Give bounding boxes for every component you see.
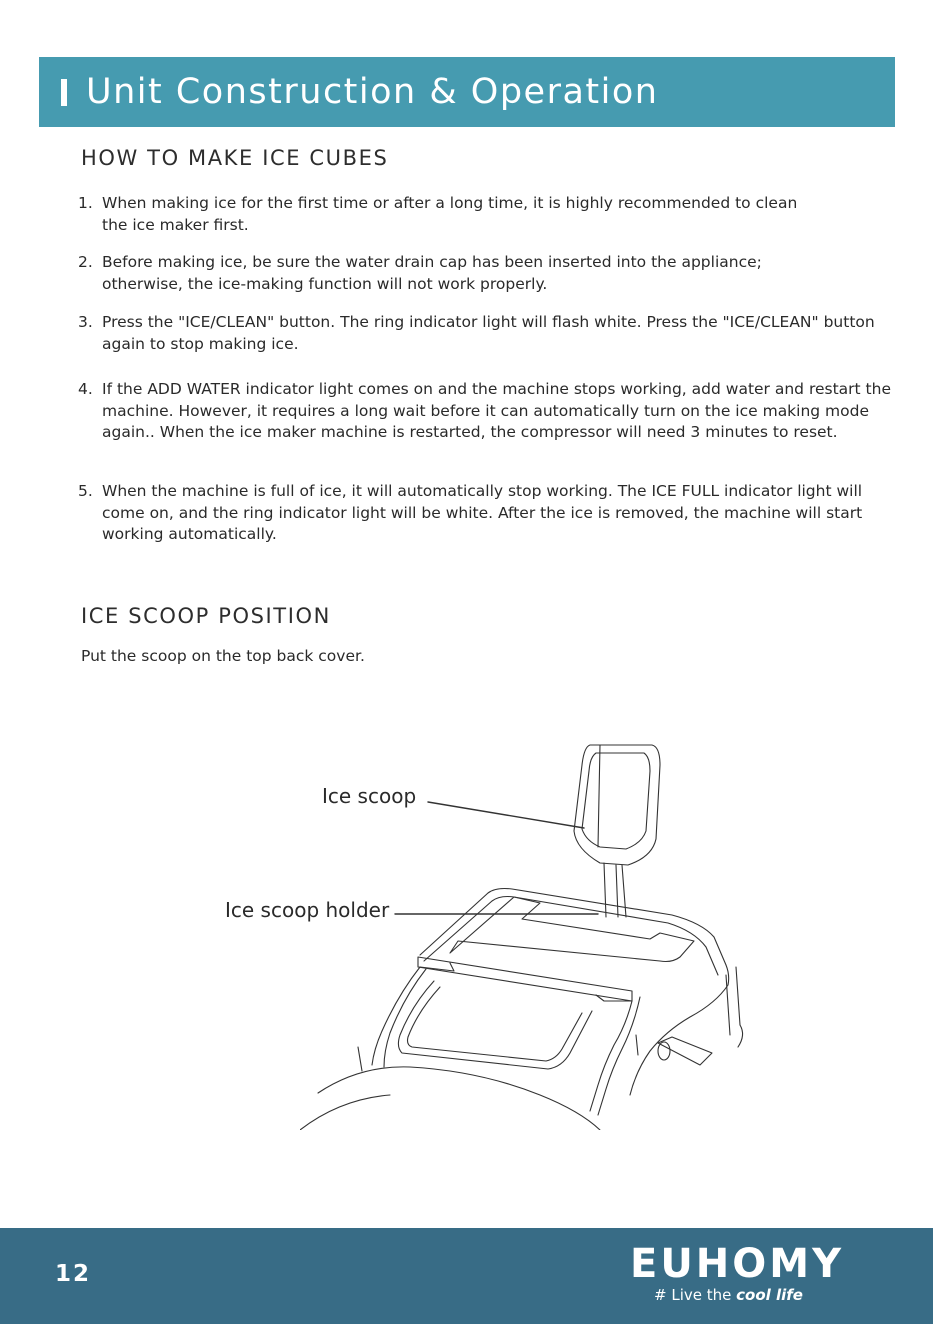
svg-text:EUHOMY: EUHOMY [630, 1241, 845, 1284]
brand-tagline [654, 1286, 803, 1304]
section-heading-ice-cubes: HOW TO MAKE ICE CUBES [81, 146, 389, 170]
header-bar [39, 57, 895, 127]
step-number: 2. [78, 253, 93, 271]
leader-line-scoop [428, 802, 584, 828]
ice-maker-diagram [300, 735, 780, 1130]
page-number: 12 [55, 1261, 92, 1287]
step-text: Before making ice, be sure the water drain cap has been inserted into the appliance; otherwise, the ice-making function will not work properly. [102, 253, 762, 293]
instruction-step [78, 481, 898, 546]
step-number: 5. [78, 482, 93, 500]
label-ice-scoop: Ice scoop [322, 784, 417, 808]
step-text: If the ADD WATER indicator light comes on and the machine stops working, add water and restart the machine. However, it requires a long wait before it can automatically turn on the ice making mode again.. When the ice maker machine is restarted, the compressor will need 3 minutes to reset. [102, 380, 891, 441]
step-text: When making ice for the first time or after a long time, it is highly recommended to clean the ice maker first. [102, 194, 798, 234]
header-accent-bar [61, 79, 67, 106]
section-heading-scoop: ICE SCOOP POSITION [81, 604, 331, 628]
instruction-step [78, 193, 898, 236]
instruction-step [78, 252, 898, 295]
step-text: When the machine is full of ice, it will automatically stop working. The ICE FULL indicator light will come on, and the ring indicator light will be white. After the ice is removed, the machine will start working automatically. [102, 482, 863, 543]
footer-bar [0, 1228, 933, 1324]
scoop-instruction: Put the scoop on the top back cover. [81, 647, 365, 665]
tagline-emphasis: cool life [736, 1286, 803, 1304]
step-number: 3. [78, 313, 93, 331]
ice-scoop-icon [574, 745, 660, 917]
step-text: Press the "ICE/CLEAN" button. The ring indicator light will flash white. Press the "ICE/CLEAN" button again to stop making ice. [102, 313, 875, 353]
instruction-step [78, 312, 898, 355]
instruction-step [78, 379, 898, 444]
label-ice-scoop-holder: Ice scoop holder [225, 898, 390, 922]
ice-maker-body [300, 889, 743, 1131]
step-number: 1. [78, 194, 93, 212]
euhomy-logo [630, 1240, 854, 1284]
step-number: 4. [78, 380, 93, 398]
page-title: Unit Construction & Operation [86, 72, 659, 112]
tagline-prefix: # Live the [654, 1286, 737, 1304]
